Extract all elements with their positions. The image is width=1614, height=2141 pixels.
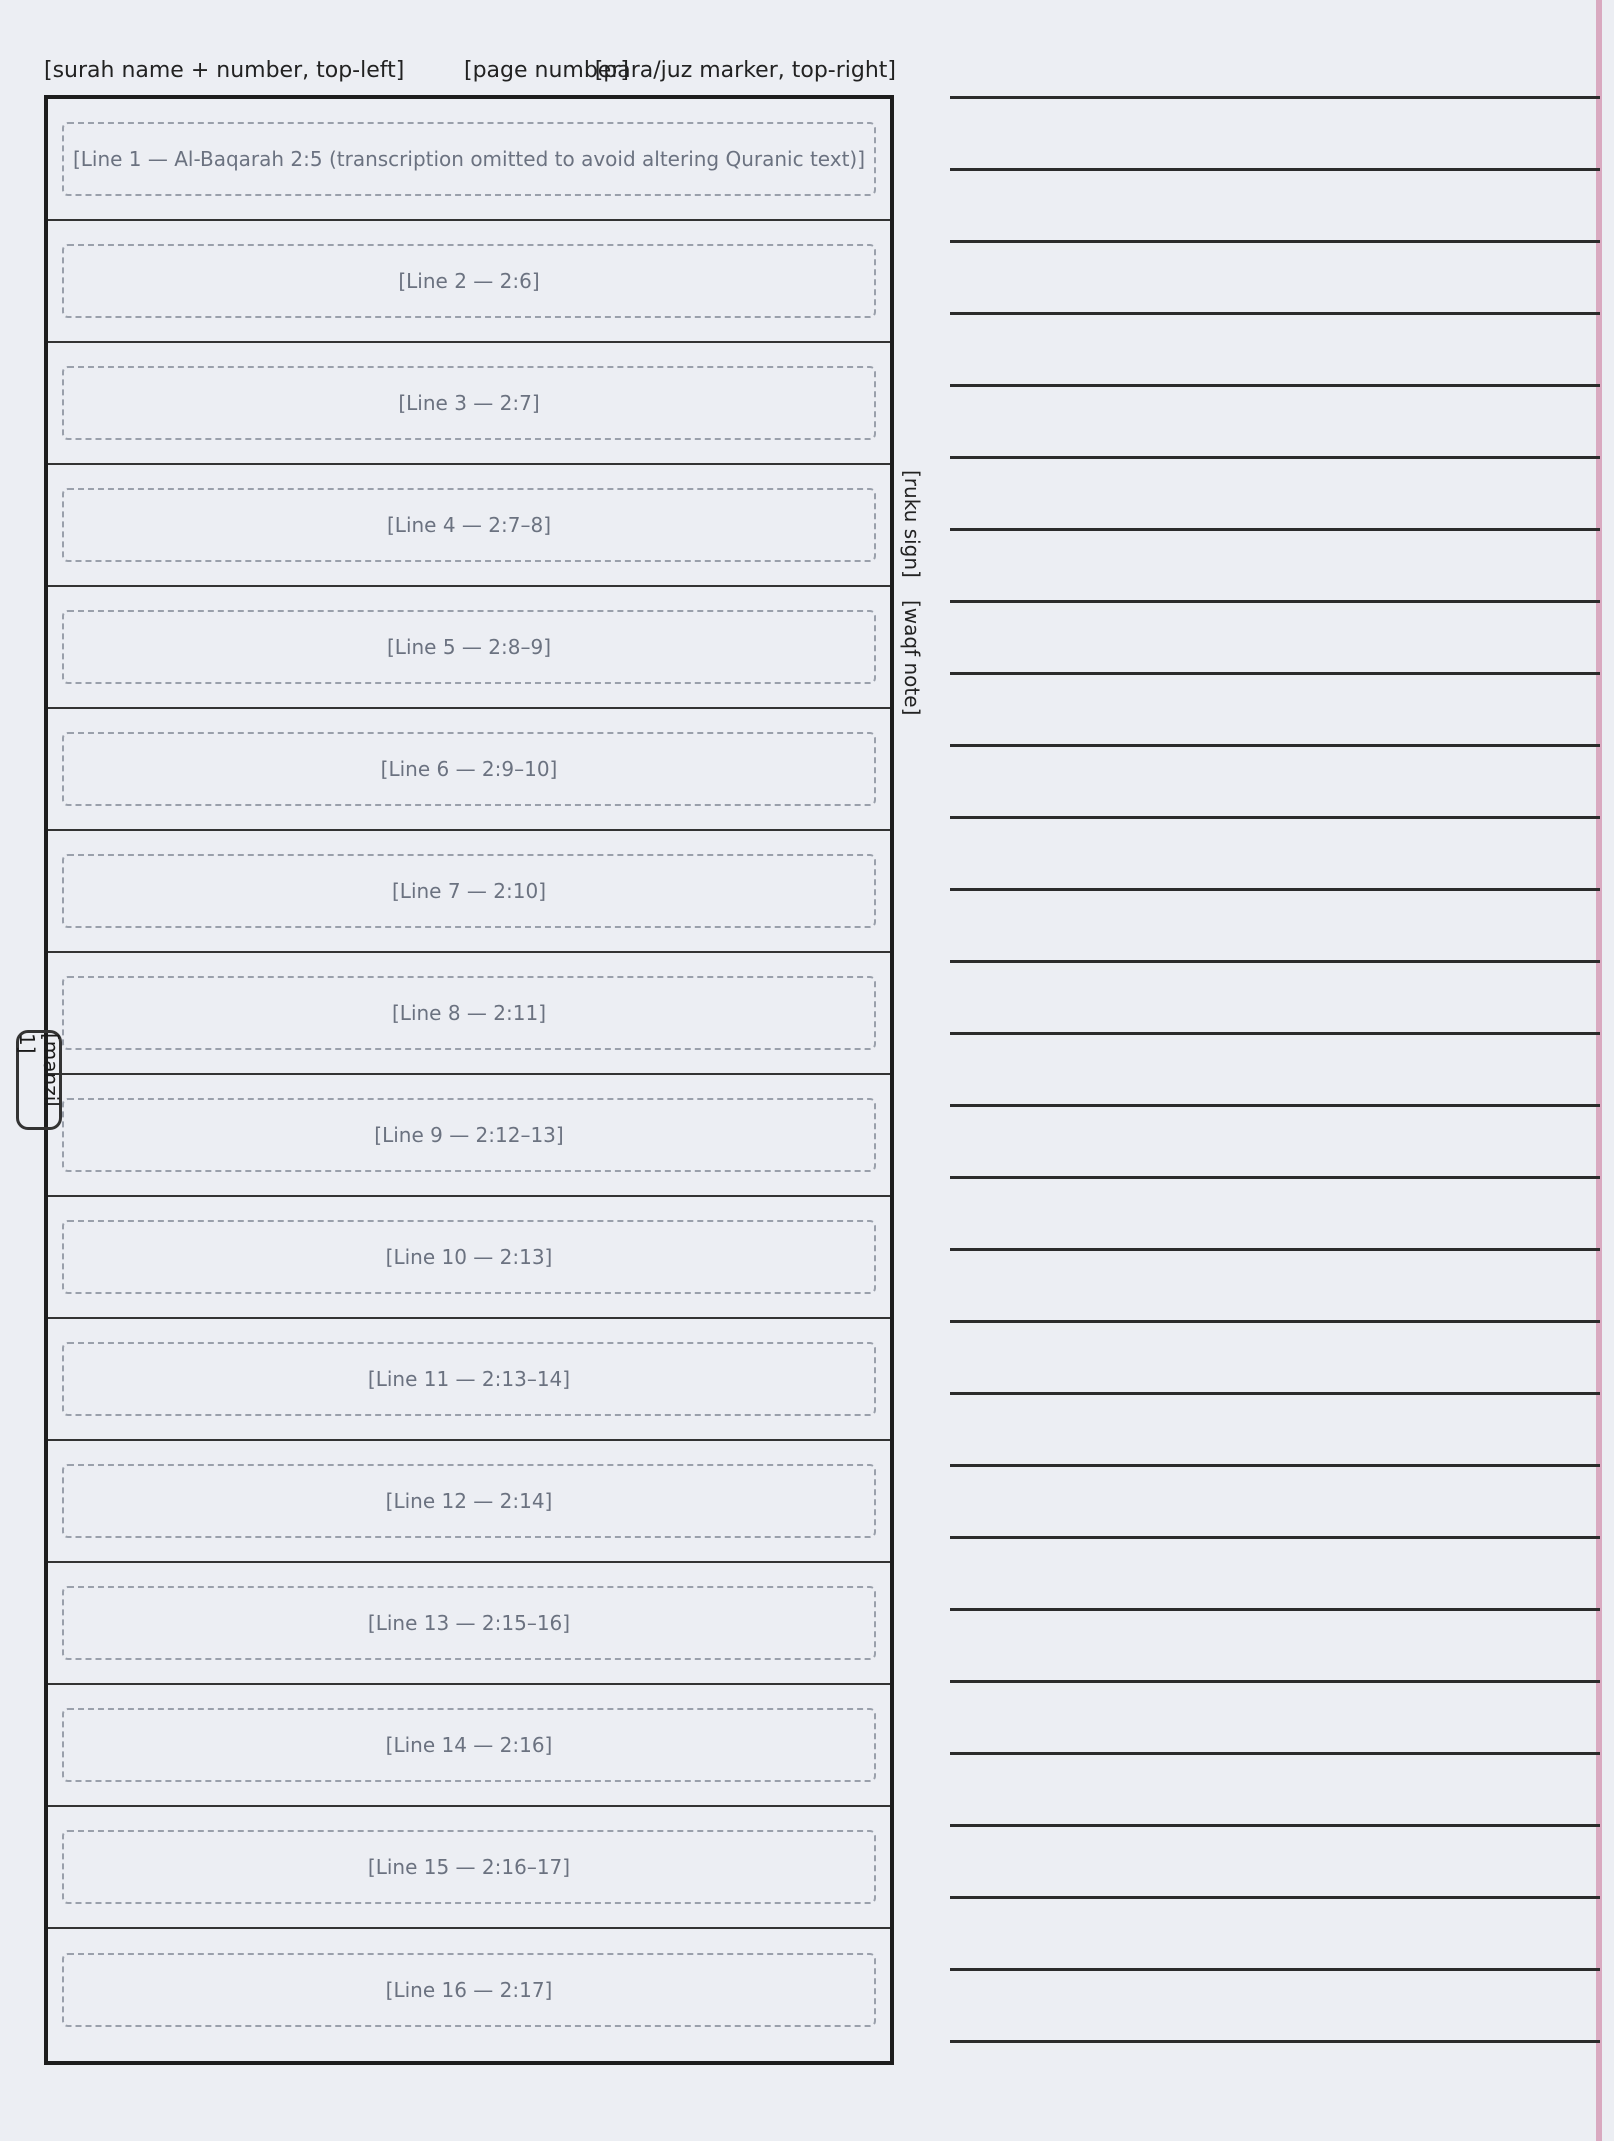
writing-line [950,600,1600,603]
verse-line [48,343,890,465]
verse-text: [Line 1 — Al-Baqarah 2:5 (transcription omitted to avoid altering Quranic text)] [62,122,876,196]
verse-text: [Line 2 — 2:6] [62,244,876,318]
surah-label: [surah name + number, top-left] [44,58,405,83]
writing-line [950,168,1600,171]
page-header [44,58,896,98]
writing-line [950,1464,1600,1467]
writing-line [950,888,1600,891]
verse-text: [Line 12 — 2:14] [62,1464,876,1538]
page-edge [1596,0,1602,2141]
verse-line [48,1441,890,1563]
writing-line [950,2040,1600,2043]
writing-line [950,816,1600,819]
writing-line [950,456,1600,459]
verse-line [48,953,890,1075]
verse-line [48,1075,890,1197]
para-label: [para/juz marker, top-right] [594,58,896,83]
verse-frame [44,95,894,2065]
page-number: [page number] [464,58,629,83]
writing-line [950,1032,1600,1035]
verse-line [48,1197,890,1319]
writing-line [950,1752,1600,1755]
writing-line [950,240,1600,243]
verse-text: [Line 9 — 2:12–13] [62,1098,876,1172]
writing-line [950,384,1600,387]
verse-text: [Line 10 — 2:13] [62,1220,876,1294]
verse-text: [Line 15 — 2:16–17] [62,1830,876,1904]
verse-line [48,1563,890,1685]
verse-line [48,99,890,221]
writing-line [950,1176,1600,1179]
manzil-badge [16,1030,62,1130]
verse-text: [Line 7 — 2:10] [62,854,876,928]
verse-line [48,587,890,709]
writing-line [950,1536,1600,1539]
writing-line [950,1248,1600,1251]
writing-line [950,1104,1600,1107]
verse-text: [Line 8 — 2:11] [62,976,876,1050]
verse-text: [Line 13 — 2:15–16] [62,1586,876,1660]
writing-line [950,528,1600,531]
verse-line [48,1319,890,1441]
verse-text: [Line 11 — 2:13–14] [62,1342,876,1416]
writing-line [950,1896,1600,1899]
practice-lines-area [950,0,1602,2141]
verse-line [48,221,890,343]
verse-text: [Line 16 — 2:17] [62,1953,876,2027]
verse-line [48,1685,890,1807]
writing-line [950,1320,1600,1323]
writing-line [950,312,1600,315]
verse-line [48,709,890,831]
verse-line [48,831,890,953]
writing-line [950,1968,1600,1971]
writing-line [950,960,1600,963]
verse-text: [Line 4 — 2:7–8] [62,488,876,562]
verse-text: [Line 5 — 2:8–9] [62,610,876,684]
writing-line [950,672,1600,675]
ruku-marker: [ruku sign] [900,470,924,578]
manzil-label: [manzil 1] [15,1033,63,1107]
verse-text: [Line 14 — 2:16] [62,1708,876,1782]
writing-line [950,1680,1600,1683]
verse-line [48,1807,890,1929]
verse-text: [Line 6 — 2:9–10] [62,732,876,806]
verse-line [48,1929,890,2051]
writing-line [950,96,1600,99]
writing-line [950,1392,1600,1395]
verse-text: [Line 3 — 2:7] [62,366,876,440]
writing-line [950,1824,1600,1827]
writing-line [950,744,1600,747]
waqf-note: [waqf note] [900,600,924,716]
writing-line [950,1608,1600,1611]
verse-line [48,465,890,587]
